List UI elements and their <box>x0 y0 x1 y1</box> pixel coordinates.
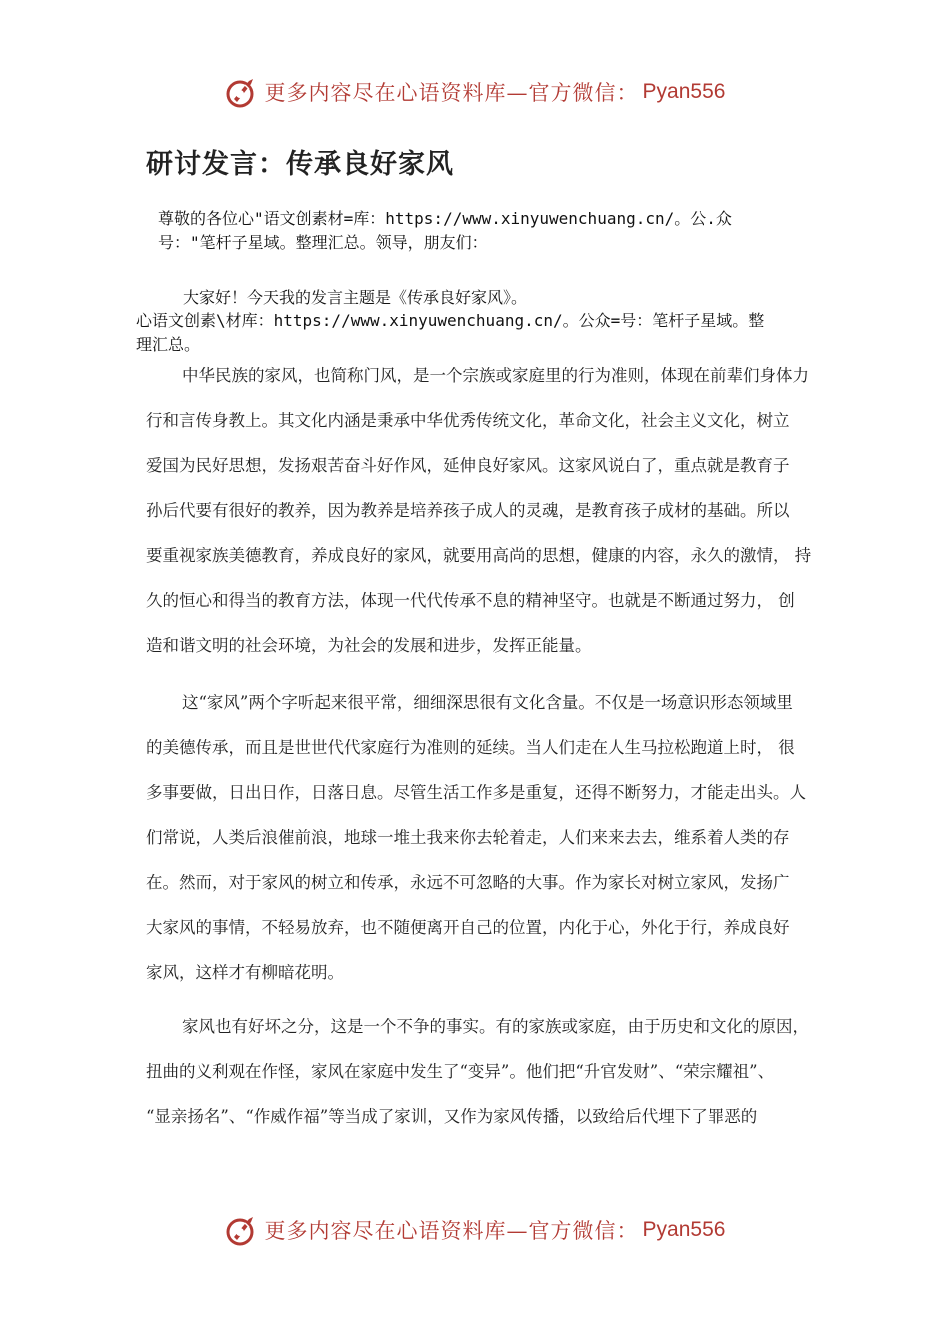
intro-text: 大家好！今天我的发言主题是《传承良好家风》。 <box>183 288 528 307</box>
paragraph-line: 要重视家族美德教育，养成良好的家风，就要用高尚的思想，健康的内容，永久的激情， 持 <box>146 546 812 565</box>
paragraph-2 <box>146 680 818 995</box>
paragraph-line: 中华民族的家风，也简称门风，是一个宗族或家庭里的行为准则，体现在前辈们身体力 <box>182 366 809 385</box>
paragraph-line: 久的恒心和得当的教育方法，体现一代代传承不息的精神坚守。也就是不断通过努力， 创 <box>146 591 795 610</box>
paragraph-line: 爱国为民好思想，发扬艰苦奋斗好作风，延伸良好家风。这家风说白了，重点就是教育子 <box>146 456 790 475</box>
intro-note-line: 理汇总。 <box>136 335 201 354</box>
footer-banner <box>0 1208 950 1252</box>
greeting <box>158 207 732 255</box>
banner-text: 更多内容尽在心语资料库—官方微信： <box>264 81 639 105</box>
paragraph-line: 家风也有好坏之分，这是一个不争的事实。有的家族或家庭，由于历史和文化的原因， <box>182 1017 809 1036</box>
paragraph-line: 家风，这样才有柳暗花明。 <box>146 963 344 982</box>
quill-logo-icon <box>225 75 259 109</box>
banner-contact: Pyan556 <box>642 1218 726 1241</box>
banner-contact: Pyan556 <box>642 80 726 103</box>
banner-text: 更多内容尽在心语资料库—官方微信： <box>264 1219 639 1243</box>
paragraph-line: 大家风的事情，不轻易放弃，也不随便离开自己的位置，内化于心，外化于行，养成良好 <box>146 918 790 937</box>
paragraph-line: 们常说，人类后浪催前浪，地球一堆土我来你去轮着走，人们来来去去，维系着人类的存 <box>146 828 790 847</box>
paragraph-line: 多事要做，日出日作，日落日息。尽管生活工作多是重复，还得不断努力，才能走出头。人 <box>146 783 806 802</box>
paragraph-line: 这“家风”两个字听起来很平常，细细深思很有文化含量。不仅是一场意识形态领域里 <box>182 693 793 712</box>
greeting-line: 尊敬的各位心"语文创素材=库：https://www.xinyuwenchuang.cn/。公.众 <box>158 209 732 228</box>
intro-note <box>136 309 764 357</box>
page-title: 研讨发言：传承良好家风 <box>146 149 454 180</box>
intro-note-line: 心语文创素\材库：https://www.xinyuwenchuang.cn/。公众=号：笔杆子星域。整 <box>136 311 765 330</box>
paragraph-line: 造和谐文明的社会环境，为社会的发展和进步，发挥正能量。 <box>146 636 592 655</box>
paragraph-line: 的美德传承，而且是世世代代家庭行为准则的延续。当人们走在人生马拉松跑道上时， 很 <box>146 738 795 757</box>
header-banner <box>0 70 950 114</box>
greeting-line: 号："笔杆子星域。整理汇总。领导，朋友们： <box>158 233 488 252</box>
paragraph-1 <box>146 353 818 668</box>
intro-line <box>183 286 527 310</box>
paragraph-line: 孙后代要有很好的教养，因为教养是培养孩子成人的灵魂，是教育孩子成材的基础。所以 <box>146 501 790 520</box>
paragraph-line: 行和言传身教上。其文化内涵是秉承中华优秀传统文化，革命文化，社会主义文化，树立 <box>146 411 790 430</box>
paragraph-line: 扭曲的义利观在作怪，家风在家庭中发生了“变异”。他们把“升官发财”、“荣宗耀祖”、 <box>146 1062 775 1081</box>
paragraph-3 <box>146 1004 818 1139</box>
paragraph-line: “显亲扬名”、“作威作福”等当成了家训，又作为家风传播，以致给后代埋下了罪恶的 <box>146 1107 758 1126</box>
paragraph-line: 在。然而，对于家风的树立和传承，永远不可忽略的大事。作为家长对树立家风，发扬广 <box>146 873 790 892</box>
quill-logo-icon <box>225 1213 259 1247</box>
